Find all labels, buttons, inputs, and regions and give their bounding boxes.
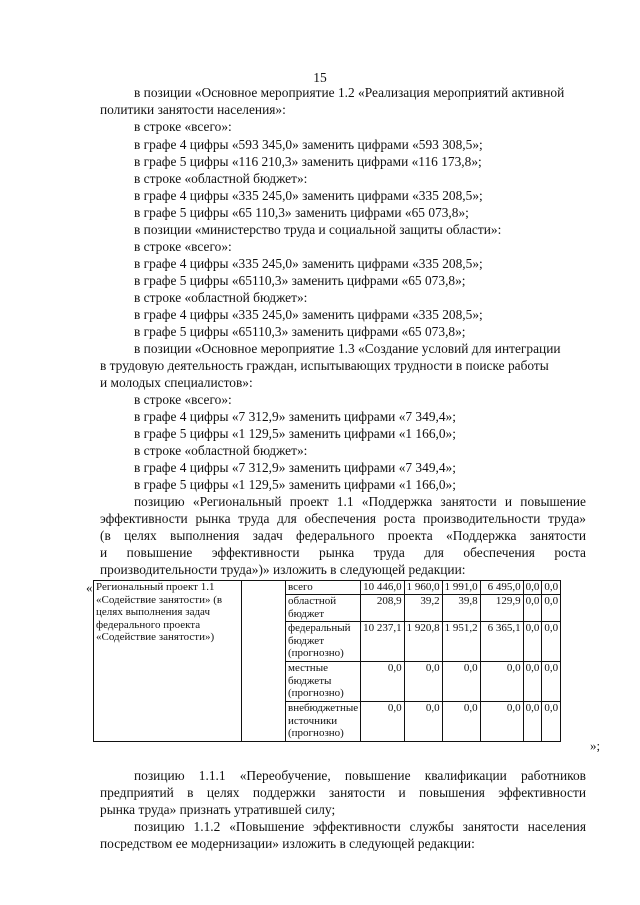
value-cell: 39,2 xyxy=(404,595,442,622)
value-cell: 0,0 xyxy=(404,702,442,742)
value-cell: 1 920,8 xyxy=(404,622,442,662)
value-cell: 0,0 xyxy=(523,702,542,742)
value-cell: 0,0 xyxy=(480,702,523,742)
table-close-quote: »; xyxy=(590,738,601,753)
text-line: производительности труда»)» изложить в следующей редакции: xyxy=(100,562,466,577)
source-cell: внебюджетные источники (прогнозно) xyxy=(286,702,361,742)
value-cell: 0,0 xyxy=(442,662,480,702)
text-line: в позиции «Основное мероприятие 1.3 «Создание условий для интеграции xyxy=(134,341,561,356)
source-cell: всего xyxy=(286,581,361,595)
value-cell: 0,0 xyxy=(523,595,542,622)
text-line: в строке «всего»: xyxy=(134,119,232,134)
page-number: 15 xyxy=(313,70,327,85)
text-line: в позиции «Основное мероприятие 1.2 «Реализация мероприятий активной xyxy=(134,85,565,100)
text-line: в строке «всего»: xyxy=(134,392,232,407)
value-cell: 0,0 xyxy=(361,702,405,742)
source-cell: федеральный бюджет (прогнозно) xyxy=(286,622,361,662)
value-cell: 39,8 xyxy=(442,595,480,622)
text-line: в графе 5 цифры «1 129,5» заменить цифрами «1 166,0»; xyxy=(134,426,456,441)
value-cell: 0,0 xyxy=(542,581,561,595)
value-cell: 0,0 xyxy=(542,702,561,742)
text-line: в строке «областной бюджет»: xyxy=(134,443,308,458)
value-cell: 0,0 xyxy=(523,662,542,702)
value-cell: 10 237,1 xyxy=(361,622,405,662)
text-line: и повышение эффективности рынка труда для обеспечения роста xyxy=(100,545,586,560)
text-line: в строке «областной бюджет»: xyxy=(134,171,308,186)
text-line: эффективности рынка труда для обеспечения роста производительности труда» xyxy=(100,511,586,526)
value-cell: 10 446,0 xyxy=(361,581,405,595)
text-line: в графе 5 цифры «1 129,5» заменить цифрами «1 166,0»; xyxy=(134,477,456,492)
text-line: в строке «областной бюджет»: xyxy=(134,290,308,305)
text-line: в трудовую деятельность граждан, испытывающих трудности в поиске работы xyxy=(100,358,549,373)
value-cell: 0,0 xyxy=(442,702,480,742)
text-line: в графе 4 цифры «335 245,0» заменить цифрами «335 208,5»; xyxy=(134,188,483,203)
value-cell: 208,9 xyxy=(361,595,405,622)
value-cell: 129,9 xyxy=(480,595,523,622)
value-cell: 0,0 xyxy=(542,622,561,662)
value-cell: 0,0 xyxy=(523,581,542,595)
text-line: в графе 4 цифры «593 345,0» заменить цифрами «593 308,5»; xyxy=(134,137,483,152)
table-row xyxy=(94,581,561,595)
value-cell: 6 495,0 xyxy=(480,581,523,595)
text-line: позицию 1.1.1 «Переобучение, повышение квалификации работников xyxy=(134,768,586,783)
value-cell: 0,0 xyxy=(480,662,523,702)
value-cell: 0,0 xyxy=(542,662,561,702)
text-line: в графе 4 цифры «7 312,9» заменить цифрами «7 349,4»; xyxy=(134,460,456,475)
text-line: в графе 5 цифры «65110,3» заменить цифрами «65 073,8»; xyxy=(134,324,466,339)
value-cell: 1 991,0 xyxy=(442,581,480,595)
budget-table xyxy=(93,580,561,742)
text-line: в графе 5 цифры «65 110,3» заменить цифрами «65 073,8»; xyxy=(134,205,469,220)
text-line: в графе 5 цифры «65110,3» заменить цифрами «65 073,8»; xyxy=(134,273,466,288)
text-line: позицию 1.1.2 «Повышение эффективности службы занятости населения xyxy=(134,819,586,834)
text-line: в графе 5 цифры «116 210,3» заменить цифрами «116 173,8»; xyxy=(134,154,482,169)
text-line: политики занятости населения»: xyxy=(100,102,286,117)
value-cell: 1 951,2 xyxy=(442,622,480,662)
project-cell: Региональный проект 1.1 «Содействие занятости» (в целях выполнения задач федерального проекта «Содействие занятости») xyxy=(94,581,242,742)
table-open-quote: « xyxy=(86,580,93,595)
value-cell: 1 960,0 xyxy=(404,581,442,595)
source-cell: областной бюджет xyxy=(286,595,361,622)
text-line: и молодых специалистов»: xyxy=(100,375,253,390)
text-line: позицию «Региональный проект 1.1 «Поддержка занятости и повышение xyxy=(134,494,586,509)
empty-cell xyxy=(242,581,286,742)
text-line: (в целях выполнения задач федерального проекта «Поддержка занятости xyxy=(100,528,586,543)
text-line: в графе 4 цифры «335 245,0» заменить цифрами «335 208,5»; xyxy=(134,256,483,271)
value-cell: 0,0 xyxy=(404,662,442,702)
text-line: в графе 4 цифры «7 312,9» заменить цифрами «7 349,4»; xyxy=(134,409,456,424)
value-cell: 0,0 xyxy=(523,622,542,662)
value-cell: 6 365,1 xyxy=(480,622,523,662)
text-line: в строке «всего»: xyxy=(134,239,232,254)
value-cell: 0,0 xyxy=(361,662,405,702)
text-line: в позиции «министерство труда и социальной защиты области»: xyxy=(134,222,502,237)
value-cell: 0,0 xyxy=(542,595,561,622)
source-cell: местные бюджеты (прогнозно) xyxy=(286,662,361,702)
text-line: посредством ее модернизации» изложить в следующей редакции: xyxy=(100,836,475,851)
text-line: рынка труда» признать утратившей силу; xyxy=(100,802,336,817)
text-line: предприятий в целях поддержки занятости и повышения эффективности xyxy=(100,785,586,800)
text-line: в графе 4 цифры «335 245,0» заменить цифрами «335 208,5»; xyxy=(134,307,483,322)
